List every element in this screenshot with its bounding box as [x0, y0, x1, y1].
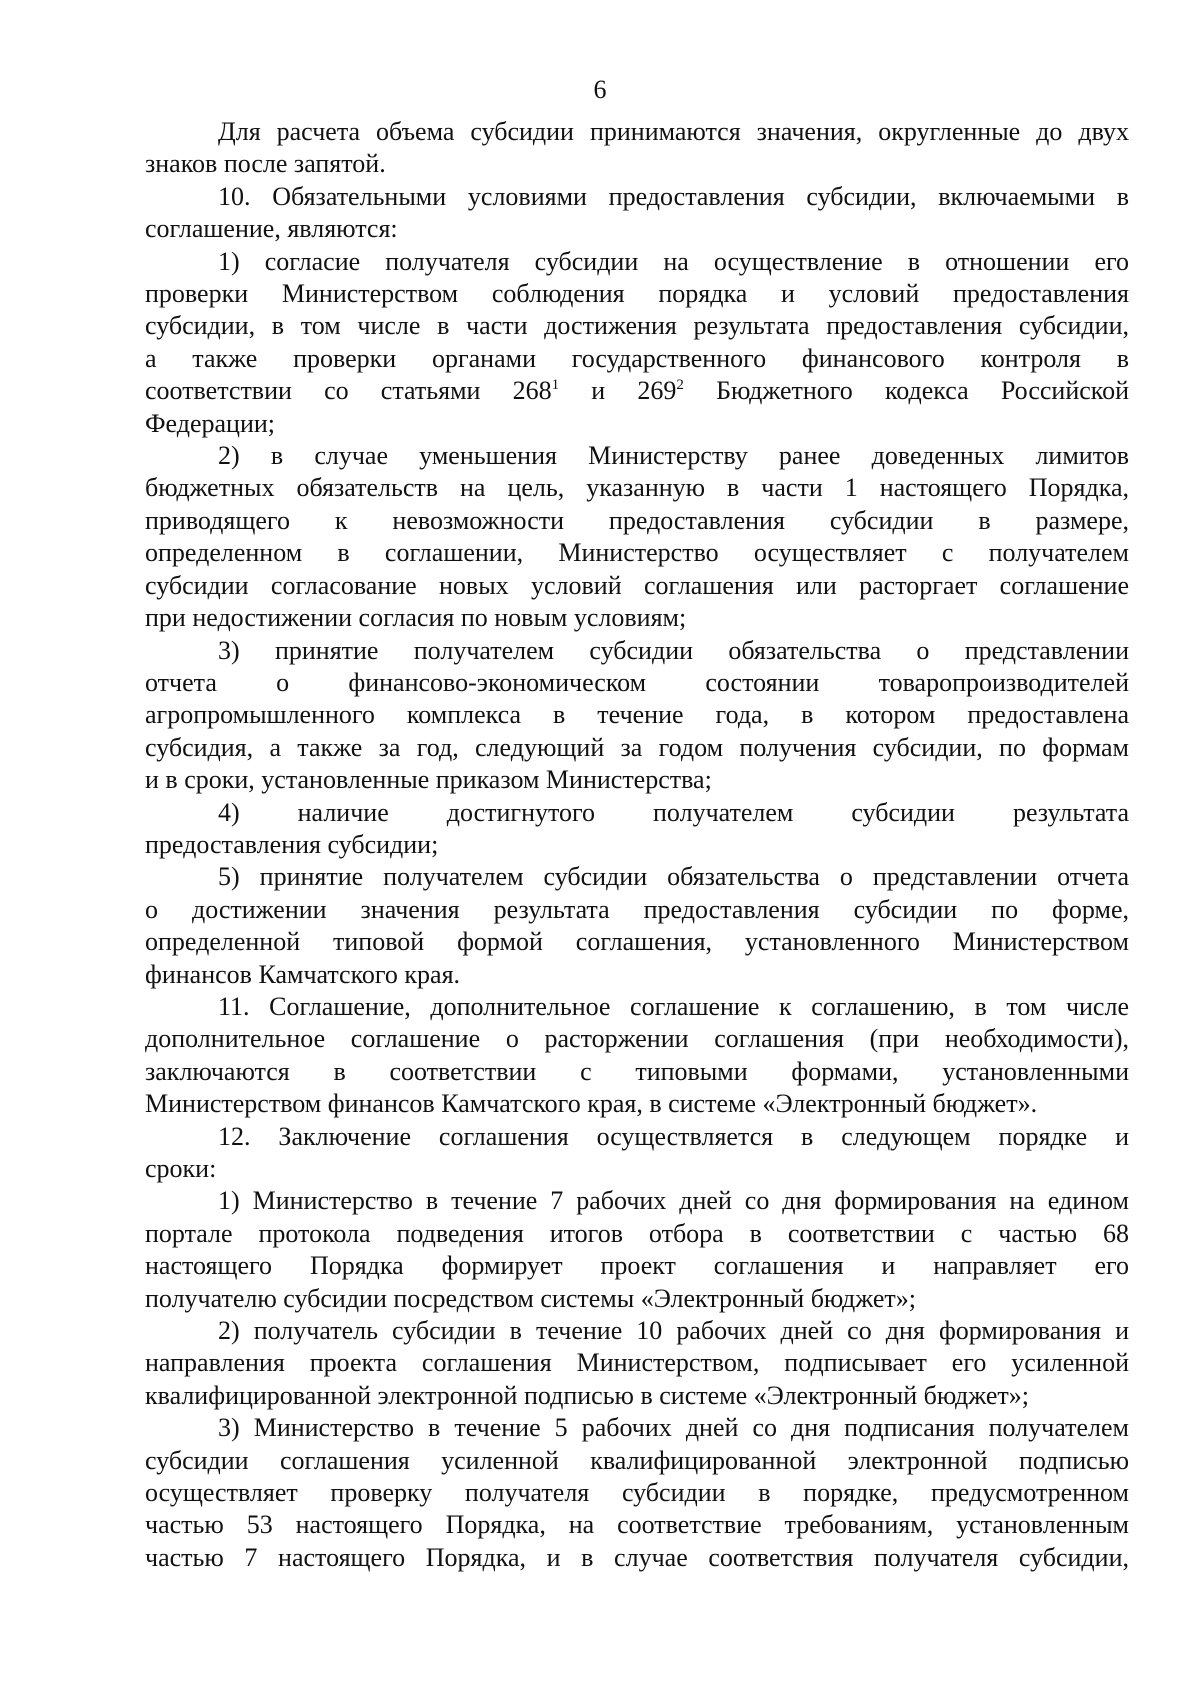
text-line: определенной типовой формой соглашения, установленного Министерством — [145, 927, 1129, 957]
text-line: сроки: — [145, 1154, 217, 1183]
paragraph — [145, 116, 1129, 181]
text-line: и в сроки, установленные приказом Министерства; — [145, 765, 712, 795]
text-line: знаков после запятой. — [145, 149, 386, 179]
paragraph — [145, 1185, 1129, 1315]
text-line: получателю субсидии посредством системы «Электронный бюджет»; — [145, 1283, 917, 1313]
page-number: 6 — [593, 75, 607, 104]
text-line: соглашение, являются: — [145, 214, 398, 244]
text-line: агропромышленного комплекса в течение года, в котором предоставлена — [145, 700, 1129, 730]
text-line: финансов Камчатского края. — [145, 959, 461, 989]
paragraph — [145, 1412, 1129, 1574]
paragraph — [145, 1121, 1129, 1186]
text-fragment: соответствии со статьями 268 — [145, 376, 552, 406]
paragraph — [145, 181, 1129, 246]
text-line: частью 7 настоящего Порядка, и в случае соответствия получателя субсидии, — [145, 1542, 1129, 1572]
text-line: 2) в случае уменьшения Министерству ранее доведенных лимитов — [218, 441, 1129, 471]
text-line: субсидии согласование новых условий соглашения или расторгает соглашение — [145, 570, 1129, 600]
text-line: заключаются в соответствии с типовыми формами, установленными — [145, 1056, 1129, 1086]
text-line: определенном в соглашении, Министерство осуществляет с получателем — [145, 538, 1129, 568]
text-line: осуществляет проверку получателя субсидии в порядке, предусмотренном — [145, 1478, 1129, 1508]
text-line: о достижении значения результата предоставления субсидии по форме, — [145, 894, 1129, 924]
text-line: 4) наличие достигнутого получателем субсидии результата — [218, 797, 1129, 827]
text-line-with-superscripts — [145, 375, 1129, 407]
text-line: при недостижении согласия по новым условиям; — [145, 603, 687, 633]
superscript: 1 — [551, 377, 560, 394]
paragraph — [145, 635, 1129, 797]
text-line: направления проекта соглашения Министерством, подписывает его усиленной — [145, 1348, 1129, 1378]
text-line: проверки Министерством соблюдения порядка и условий предоставления — [145, 279, 1129, 309]
text-line: 11. Соглашение, дополнительное соглашение к соглашению, в том числе — [218, 991, 1129, 1021]
text-fragment: и 269 — [559, 376, 677, 406]
text-line: бюджетных обязательств на цель, указанную в части 1 настоящего Порядка, — [145, 473, 1129, 503]
paragraph — [145, 991, 1129, 1121]
text-line: Министерством финансов Камчатского края, в системе «Электронный бюджет». — [145, 1089, 1038, 1119]
paragraph — [145, 797, 1129, 862]
text-line: 3) Министерство в течение 5 рабочих дней со дня подписания получателем — [218, 1413, 1129, 1443]
text-line: квалифицированной электронной подписью в системе «Электронный бюджет»; — [145, 1380, 1029, 1410]
text-line: 1) Министерство в течение 7 рабочих дней со дня формирования на едином — [218, 1186, 1129, 1216]
text-line: настоящего Порядка формирует проект соглашения и направляет его — [145, 1251, 1129, 1281]
text-line: 10. Обязательными условиями предоставления субсидии, включаемыми в — [218, 181, 1129, 211]
text-line: Для расчета объема субсидии принимаются значения, округленные до двух — [218, 117, 1129, 146]
text-line: 3) принятие получателем субсидии обязательства о представлении — [218, 635, 1129, 665]
text-line: дополнительное соглашение о расторжении соглашения (при необходимости), — [145, 1024, 1129, 1054]
paragraph — [145, 440, 1129, 634]
text-line: субсидии, в том числе в части достижения результата предоставления субсидии, — [145, 311, 1129, 341]
text-line: портале протокола подведения итогов отбора в соответствии с частью 68 — [145, 1218, 1129, 1248]
text-line: приводящего к невозможности предоставления субсидии в размере, — [145, 505, 1129, 535]
text-line: Федерации; — [145, 408, 276, 438]
text-fragment: Бюджетного кодекса Российской — [683, 376, 1130, 406]
text-line: 12. Заключение соглашения осуществляется в следующем порядке и — [218, 1121, 1129, 1151]
text-line: 5) принятие получателем субсидии обязательства о представлении отчета — [218, 862, 1129, 892]
text-line: 1) согласие получателя субсидии на осуществление в отношении его — [218, 246, 1129, 276]
text-line: 2) получатель субсидии в течение 10 рабочих дней со дня формирования и — [218, 1316, 1129, 1346]
superscript: 2 — [676, 377, 684, 394]
text-line: а также проверки органами государственного финансового контроля в — [145, 343, 1129, 373]
text-line: частью 53 настоящего Порядка, на соответствие требованиям, установленным — [145, 1510, 1129, 1540]
text-line: субсидия, а также за год, следующий за годом получения субсидии, по формам — [145, 732, 1129, 762]
text-line: субсидии соглашения усиленной квалифицированной электронной подписью — [145, 1445, 1129, 1475]
paragraph — [145, 861, 1129, 991]
text-line: предоставления субсидии; — [145, 829, 439, 859]
paragraph — [145, 246, 1129, 440]
text-line: отчета о финансово-экономическом состоянии товаропроизводителей — [145, 667, 1129, 697]
paragraph — [145, 1315, 1129, 1412]
document-body — [145, 116, 1129, 1574]
